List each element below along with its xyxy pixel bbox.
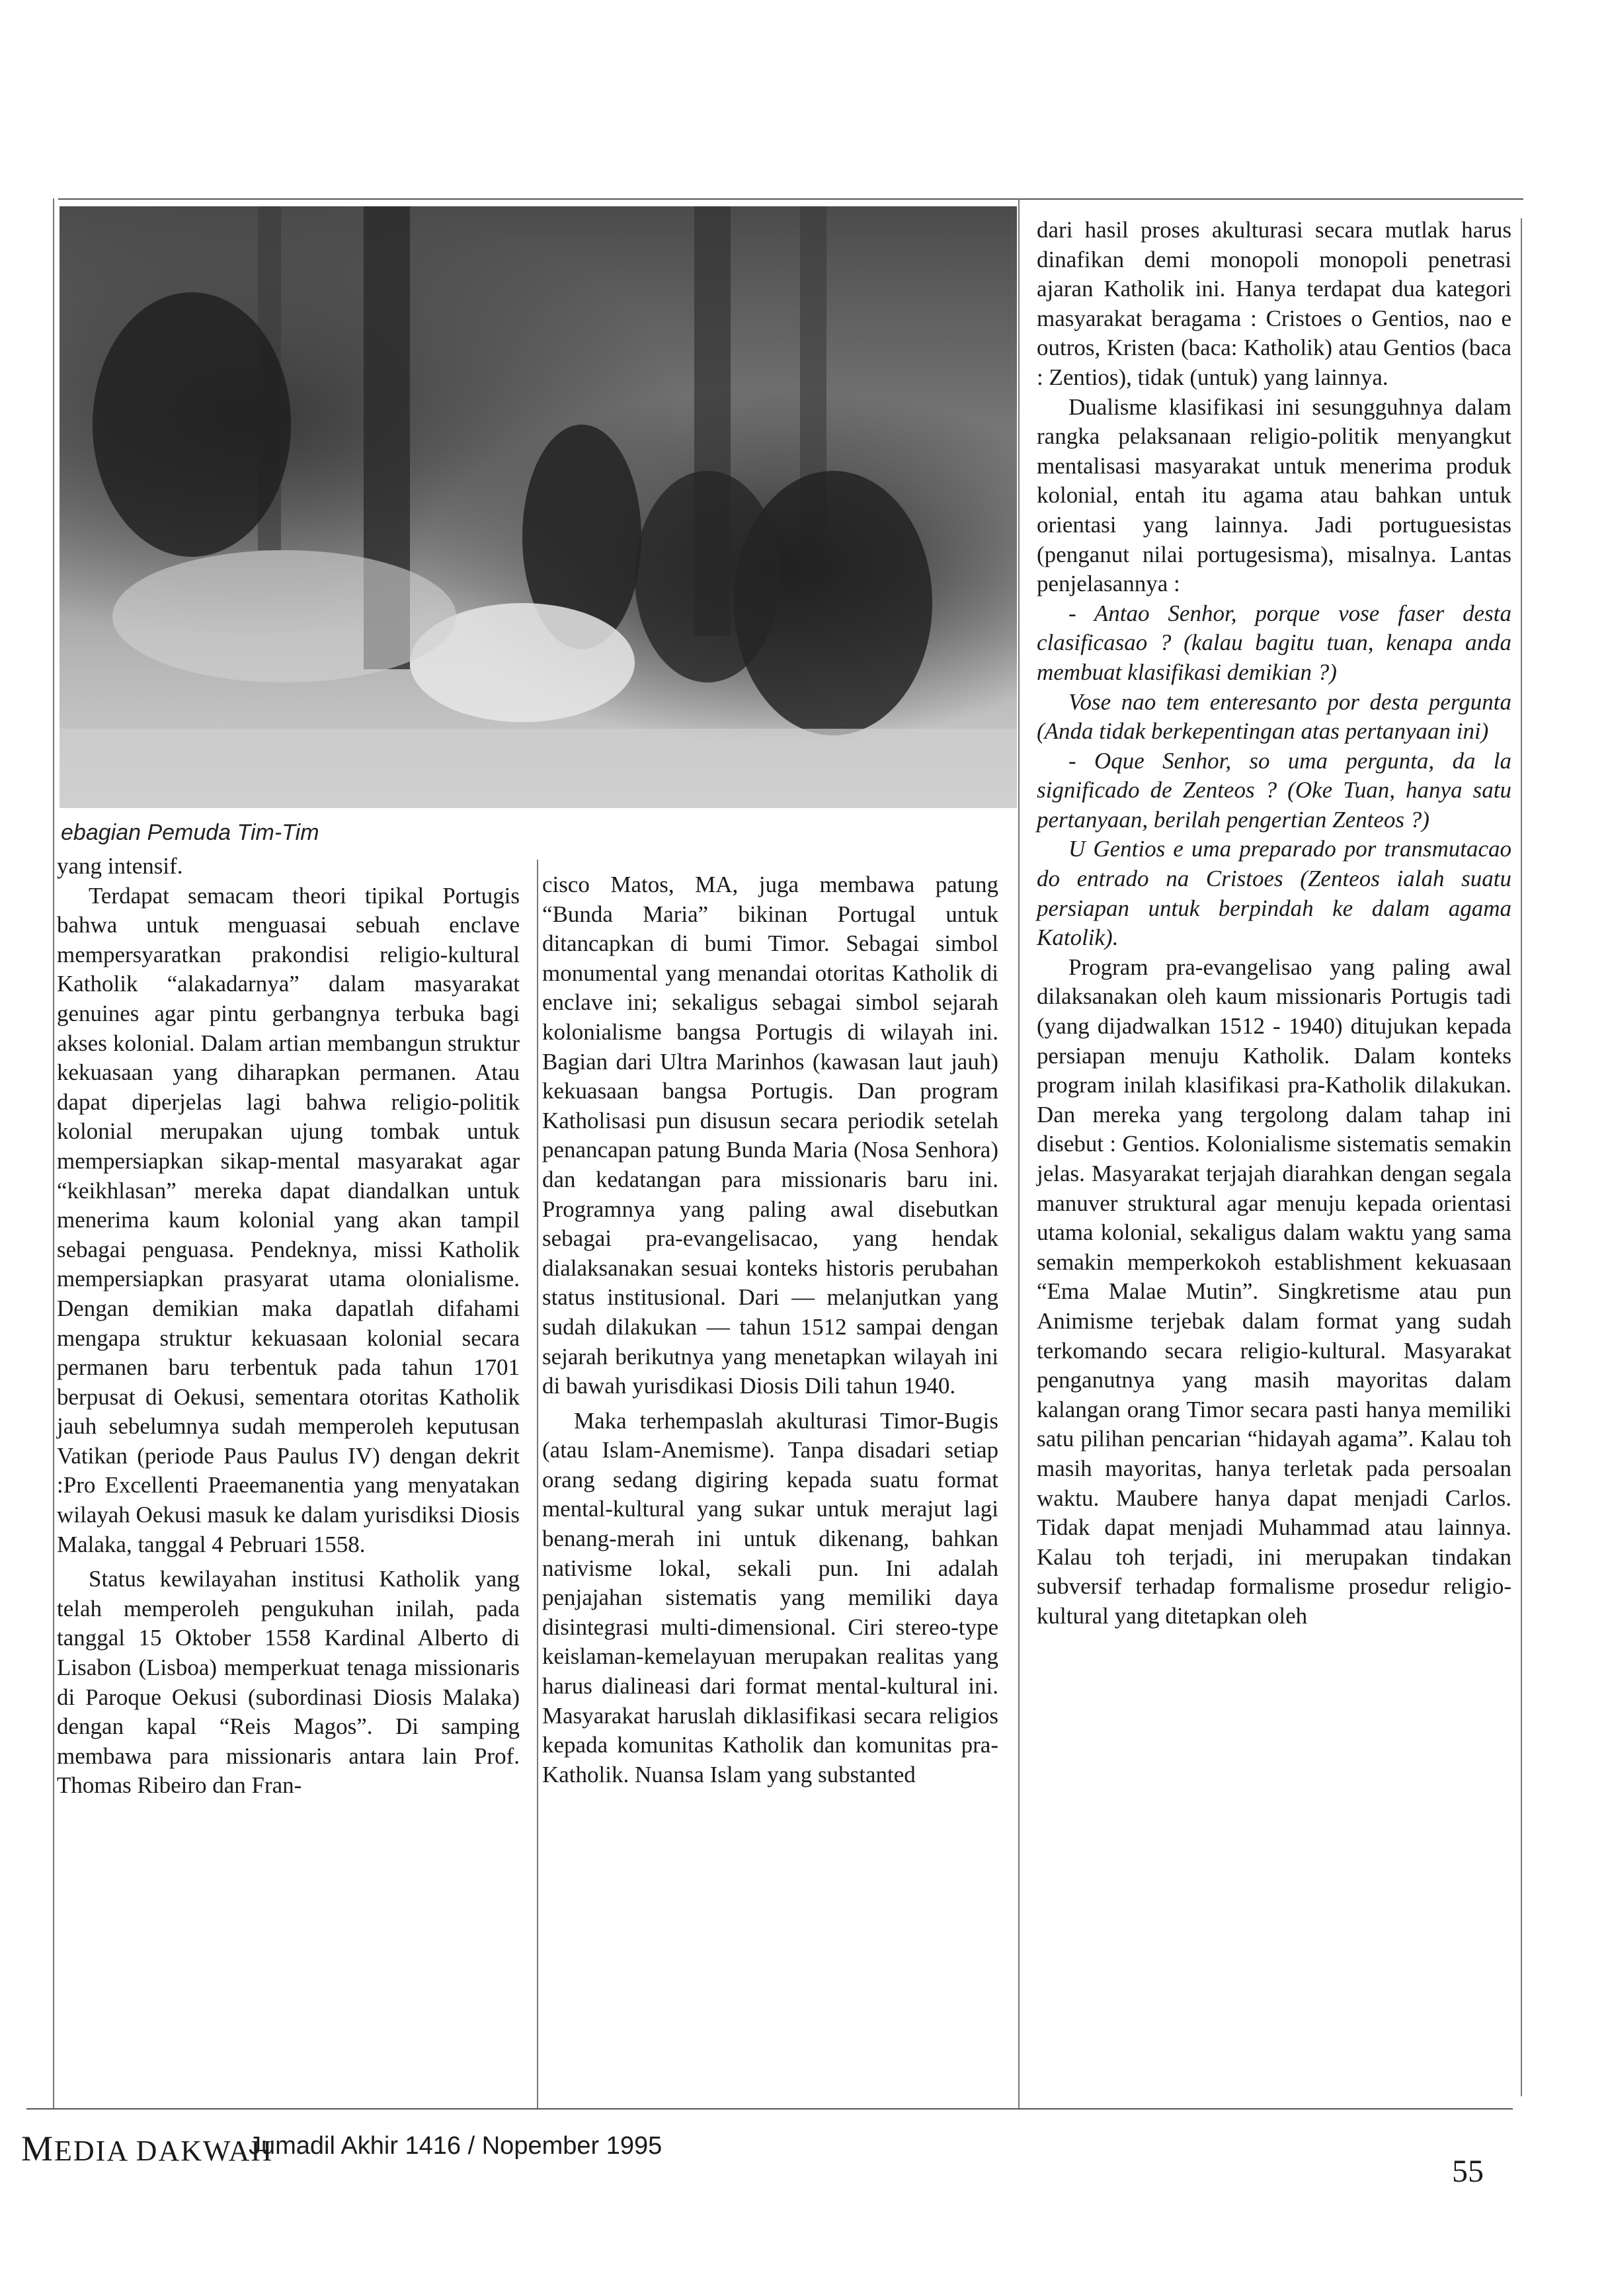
column-divider-left xyxy=(53,198,54,2108)
paragraph: Status kewilayahan institusi Katholik yang telah memperoleh pengukuhan inilah, pada tanggal 15 Oktober 1558 Kardinal Alberto di Lisabon (Lisboa) memperkuat tenaga missionaris di Paroque Oekusi (subordinasi Diosis Malaka) dengan kapal “Reis Magos”. Di samping membawa para missionaris antara lain Prof. Thomas Ribeiro dan Fran- xyxy=(57,1566,520,1799)
article-photo xyxy=(60,206,1017,808)
column-2 xyxy=(542,870,998,1789)
paragraph: dari hasil proses akulturasi secara mutlak harus dinafikan demi monopoli monopoli penetrasi ajaran Katholik ini. Hanya terdapat dua kategori masyarakat beragama : Cristoes o Gentios, nao e outros, Kristen (baca: Katholik) atau Gentios (baca : Zentios), tidak (untuk) yang lainnya. xyxy=(1037,217,1511,390)
paragraph: Maka terhempaslah akulturasi Timor-Bugis (atau Islam-Anemisme). Tanpa disadari setiap orang sedang digiring kepada suatu format mental-kultural yang sukar untuk merajut lagi benang-merah ini untuk dikenang, bahkan nativisme lokal, sekali pun. Ini adalah penjajahan sistematis yang memiliki daya disintegrasi multi-dimensional. Ciri stereo-type keislaman-kemelayuan merupakan realitas yang harus dialineasi dari format mental-kultural ini. Masyarakat haruslah diklasifikasi secara religios kepada komunitas Katholik dan komunitas pra-Katholik. Nuansa Islam yang substanted xyxy=(542,1407,998,1787)
dialogue-line: Vose nao tem enteresanto por desta pergunta (Anda tidak berkepentingan atas pertanyaan ini) xyxy=(1037,688,1511,745)
paragraph: Program pra-evangelisao yang paling awal dilaksanakan oleh kaum missionaris Portugis tadi (yang dijadwalkan 1512 - 1940) ditujukan kepada persiapan menuju Katholik. Dalam konteks program inilah klasifikasi pra-Katholik dilakukan. Dan mereka yang tergolong dalam tahap ini disebut : Gentios. Kolonialisme sistematis semakin jelas. Masyarakat terjajah diarahkan dengan segala manuver struktural agar menuju kepada orientasi utama kolonial, sekaligus dalam waktu yang sama semakin memperkokoh establishment kekuasaan “Ema Malae Mutin”. Singkretisme atau pun Animisme terjebak dalam format yang sudah terkomando secara religio-kultural. Masyarakat penganutnya yang masih mayoritas dalam kalangan orang Timor secara pasti hanya memiliki satu pilihan pencarian “hidayah agama”. Kalau toh masih mayoritas, hanya terletak pada persoalan waktu. Maubere hanya dapat menjadi Carlos. Tidak dapat menjadi Muhammad atau lainnya. Kalau toh terjadi, ini merupakan tindakan subversif terhadap formalisme prosedur religio-kultural yang ditetapkan oleh xyxy=(1037,954,1511,1629)
photo-caption: ebagian Pemuda Tim-Tim xyxy=(61,820,319,845)
column-3 xyxy=(1037,216,1511,1631)
dialogue-line: U Gentios e uma preparado por transmutacao do entrado na Cristoes (Zenteos ialah suatu persiapan untuk berpindah ke dalam agama Katolik). xyxy=(1037,836,1511,951)
page-number: 55 xyxy=(1452,2154,1484,2189)
paragraph: yang intensif. xyxy=(57,853,183,879)
top-rule xyxy=(58,198,1523,200)
column-divider-1 xyxy=(537,860,538,2108)
bottom-rule xyxy=(26,2108,1513,2110)
paragraph: Dualisme klasifikasi ini sesungguhnya dalam rangka pelaksanaan religio-politik menyangkut mentalisasi masyarakat untuk menerima produk kolonial, entah itu agama atau bahkan untuk orientasi yang lainnya. Jadi portuguesistas (penganut nilai portugesisma), misalnya. Lantas penjelasannya : xyxy=(1037,393,1511,597)
dialogue-line: - Oque Senhor, so uma pergunta, da la significado de Zenteos ? (Oke Tuan, hanya satu pertanyaan, berilah pengertian Zenteos ?) xyxy=(1037,747,1511,833)
column-divider-right xyxy=(1521,218,1522,2096)
brand-rest: EDIA DAKWAH xyxy=(54,2135,274,2167)
issue-date: Jumadil Akhir 1416 / Nopember 1995 xyxy=(249,2132,663,2160)
paragraph: Terdapat semacam theori tipikal Portugis bahwa untuk menguasai sebuah enclave mempersyaratkan prakondisi religio-kultural Katholik “alakadarnya” dalam masyarakat genuines agar pintu gerbangnya terbuka bagi akses kolonial. Dalam artian membangun struktur kekuasaan yang diharapkan permanen. Atau dapat diperjelas lagi bahwa religio-politik kolonial merupakan ujung tombak untuk mempersiapkan sikap-mental masyarakat agar “keikhlasan” mereka dapat diandalkan untuk menerima kaum kolonial yang akan tampil sebagai penguasa. Pendeknya, missi Katholik mempersiapkan prasyarat utama olonialisme. Dengan demikian maka dapatlah difahami mengapa struktur kekuasaan kolonial secara permanen baru terbentuk pada tahun 1701 berpusat di Oekusi, sementara otoritas Katholik jauh sebelumnya sudah memperoleh keputusan Vatikan (periode Paus Paulus IV) dengan dekrit :Pro Excellenti Praeemanentia yang menyatakan wilayah Oekusi masuk ke dalam yurisdiksi Diosis Malaka, tanggal 4 Pebruari 1558. xyxy=(57,882,520,1557)
column-divider-2 xyxy=(1018,198,1020,2108)
photo-illustration xyxy=(60,206,1017,808)
paragraph: cisco Matos, MA, juga membawa patung “Bunda Maria” bikinan Portugal untuk ditancapkan di bumi Timor. Sebagai simbol monumental yang menandai otoritas Katholik di enclave ini; sekaligus sebagai simbol sejarah kolonialisme bangsa Portugis di wilayah ini. Bagian dari Ultra Marinhos (kawasan laut jauh) kekuasaan bangsa Portugis. Dan program Katholisasi pun disusun secara periodik setelah penancapan patung Bunda Maria (Nosa Senhora) dan kedatangan para missionaris baru ini. Programnya yang paling awal disebutkan sebagai pra-evangelisacao, yang hendak dialaksanakan sesuai konteks historis perubahan status institusional. Dari — melanjutkan yang sudah dilakukan — tahun 1512 sampai dengan sejarah berikutnya yang menetapkan wilayah ini di bawah yurisdikasi Diosis Dili tahun 1940. xyxy=(542,872,998,1399)
dialogue-line: - Antao Senhor, porque vose faser desta clasificasao ? (kalau bagitu tuan, kenapa anda membuat klasifikasi demikian ?) xyxy=(1037,600,1511,685)
column-1 xyxy=(57,852,520,1801)
brand-initial: M xyxy=(21,2129,55,2168)
publication-name xyxy=(21,2128,273,2169)
